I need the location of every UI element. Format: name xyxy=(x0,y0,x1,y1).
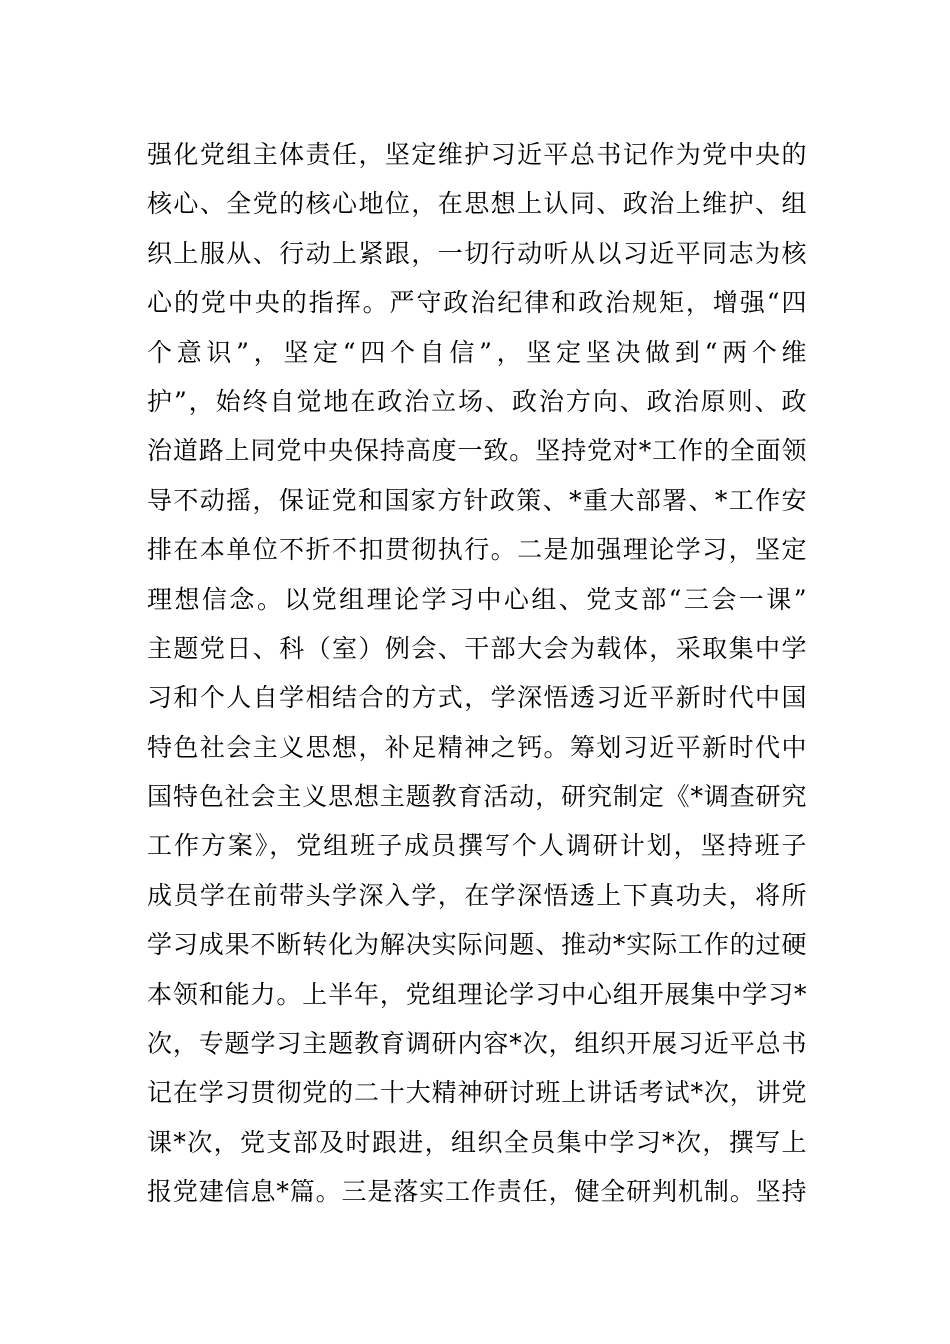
text-line: 核心、全党的核心地位，在思想上认同、政治上维护、组 xyxy=(147,189,807,219)
text-line: 记在学习贯彻党的二十大精神研讨班上讲话考试*次，讲党 xyxy=(147,1078,807,1108)
text-line: 治道路上同党中央保持高度一致。坚持党对*工作的全面领 xyxy=(147,436,807,466)
text-line: 护”，始终自觉地在政治立场、政治方向、政治原则、政 xyxy=(147,386,807,416)
text-line: 强化党组主体责任，坚定维护习近平总书记作为党中央的 xyxy=(147,140,807,169)
text-line: 报党建信息*篇。三是落实工作责任，健全研判机制。坚持 xyxy=(147,1177,807,1207)
text-line: 本领和能力。上半年，党组理论学习中心组开展集中学习* xyxy=(147,979,807,1009)
text-line: 排在本单位不折不扣贯彻执行。二是加强理论学习，坚定 xyxy=(147,535,807,565)
text-line: 工作方案》，党组班子成员撰写个人调研计划，坚持班子 xyxy=(147,831,807,861)
text-line: 织上服从、行动上紧跟，一切行动听从以习近平同志为核 xyxy=(147,238,807,268)
text-line: 心的党中央的指挥。严守政治纪律和政治规矩，增强“四 xyxy=(147,288,807,318)
text-line: 课*次，党支部及时跟进，组织全员集中学习*次，撰写上 xyxy=(147,1127,807,1157)
text-line: 主题党日、科（室）例会、干部大会为载体，采取集中学 xyxy=(147,633,807,663)
text-line: 学习成果不断转化为解决实际问题、推动*实际工作的过硬 xyxy=(147,930,807,960)
text-line: 理想信念。以党组理论学习中心组、党支部“三会一课” xyxy=(147,584,807,614)
text-line: 次，专题学习主题教育调研内容*次，组织开展习近平总书 xyxy=(147,1029,807,1059)
text-line: 国特色社会主义思想主题教育活动，研究制定《*调查研究 xyxy=(147,782,807,812)
body-paragraph xyxy=(147,130,807,1217)
text-line: 习和个人自学相结合的方式，学深悟透习近平新时代中国 xyxy=(147,683,807,713)
text-line: 导不动摇，保证党和国家方针政策、*重大部署、*工作安 xyxy=(147,485,807,515)
text-line: 特色社会主义思想，补足精神之钙。筹划习近平新时代中 xyxy=(147,732,807,762)
text-line: 个意识”，坚定“四个自信”，坚定坚决做到“两个维 xyxy=(147,337,807,367)
text-line: 成员学在前带头学深入学，在学深悟透上下真功夫，将所 xyxy=(147,880,807,910)
